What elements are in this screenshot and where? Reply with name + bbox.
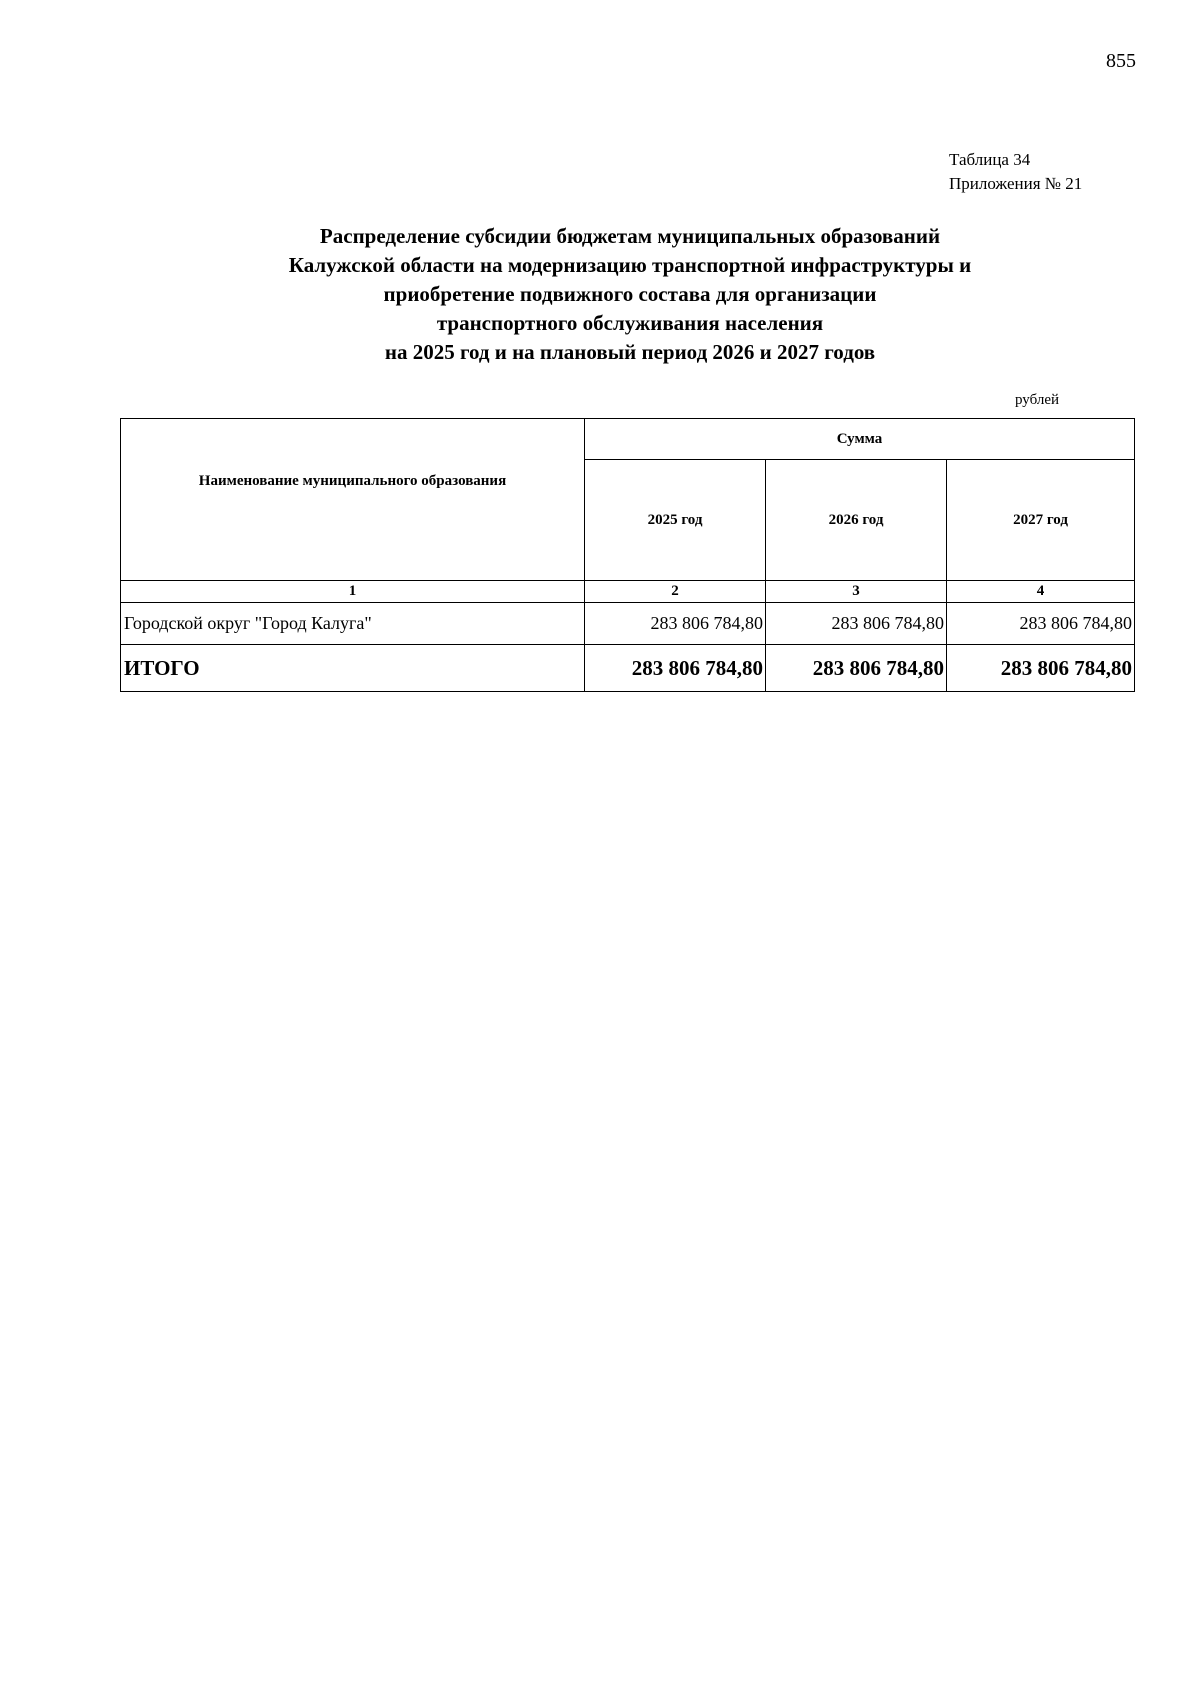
amount-2027: 283 806 784,80 [947, 603, 1135, 645]
header-year-2027: 2027 год [947, 460, 1135, 581]
title-line-4: транспортного обслуживания населения [436, 311, 824, 335]
subsidy-table [120, 418, 1135, 692]
header-sum: Сумма [585, 419, 1135, 460]
column-number: 4 [947, 581, 1135, 603]
column-number: 1 [121, 581, 585, 603]
amount-2026: 283 806 784,80 [766, 603, 947, 645]
column-number: 3 [766, 581, 947, 603]
column-numbers-row [121, 581, 1135, 603]
total-2026: 283 806 784,80 [766, 645, 947, 692]
appendix-number: Приложения № 21 [949, 174, 1083, 193]
header-year-2026: 2026 год [766, 460, 947, 581]
header-municipality-name: Наименование муниципального образования [121, 419, 585, 581]
column-number: 2 [585, 581, 766, 603]
total-label: ИТОГО [121, 645, 585, 692]
table-row [121, 603, 1135, 645]
title-line-2: Калужской области на модернизацию транспортной инфраструктуры и [288, 253, 972, 277]
amount-2025: 283 806 784,80 [585, 603, 766, 645]
total-2025: 283 806 784,80 [585, 645, 766, 692]
total-row [121, 645, 1135, 692]
units-label: рублей [1015, 392, 1060, 408]
table-reference [949, 148, 1082, 196]
title-line-3: приобретение подвижного состава для организации [383, 282, 877, 306]
municipality-name: Городской округ "Город Калуга" [121, 603, 585, 645]
title-line-1: Распределение субсидии бюджетам муниципальных образований [319, 224, 941, 248]
table-number: Таблица 34 [949, 150, 1031, 169]
total-2027: 283 806 784,80 [947, 645, 1135, 692]
page-number: 855 [1106, 50, 1136, 72]
header-year-2025: 2025 год [585, 460, 766, 581]
title-line-5: на 2025 год и на плановый период 2026 и 2027 годов [384, 340, 876, 364]
header-row [121, 419, 1135, 460]
document-title [120, 222, 1140, 367]
